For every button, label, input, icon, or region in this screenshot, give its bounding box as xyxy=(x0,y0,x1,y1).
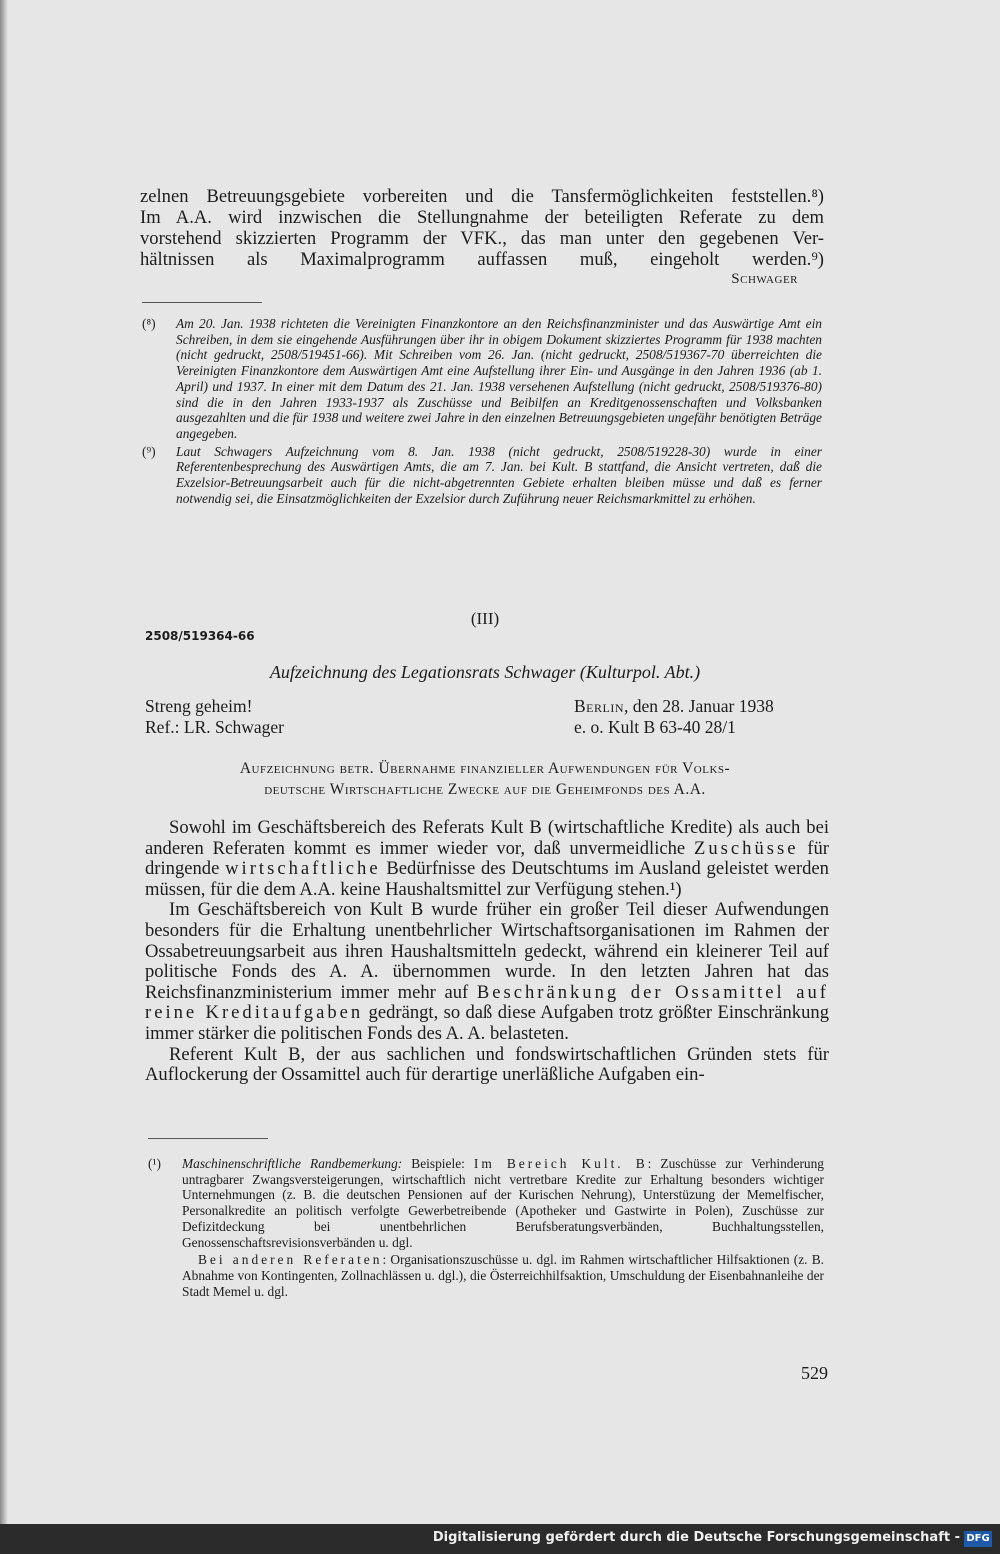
footnote-text xyxy=(182,1156,824,1250)
footnote-text xyxy=(182,1252,824,1299)
text: Beispiele: xyxy=(402,1156,474,1171)
footnotes-top xyxy=(142,316,822,506)
dfg-logo[interactable]: DFG xyxy=(964,1531,992,1547)
paragraph-2 xyxy=(145,900,829,1044)
file-reference: 2508/519364-66 xyxy=(145,629,255,643)
classification: Streng geheim! xyxy=(145,696,253,716)
document-heading: Aufzeichnung des Legationsrats Schwager (Kulturpol. Abt.) xyxy=(269,662,701,682)
file-number: e. o. Kult B 63-40 28/1 xyxy=(574,717,736,737)
footnote-spacer xyxy=(148,1252,182,1299)
subject-line-1: Aufzeichnung betr. Übernahme finanzieller Aufwendungen für Volks- xyxy=(239,760,731,777)
classification-block xyxy=(145,696,445,738)
paragraph-3: Referent Kult B, der aus sachlichen und fondswirtschaftlichen Gründen stets für Auflockerung der Ossamittel auch für derartige unerläßliche Aufgaben ein- xyxy=(145,1043,829,1086)
footnote-8 xyxy=(142,316,822,442)
footnote-divider xyxy=(148,1138,268,1139)
paragraph-1 xyxy=(145,818,829,900)
text: : Zuschüsse zur Verhinderung untragbarer Zwangsversteigerungen, wirtschaftlich nicht vertretbare Kredite zur Erhaltung besonders wichtiger Unternehmungen (z. B. die deutschen Pensionen auf der Kurischen Nehrung), Unterstüzung der Memelfischer, Personalkredite an politisch verfolgte Gewerbetreibende (Apotheker und Gastwirte in Polen), Zuschüsse zur Defizitdeckung bei unentbehrlichen Berufsberatungsverbänden, Buchhaltungsstellen, Genossenschaftsrevisionsverbänden u. dgl. xyxy=(182,1156,824,1250)
footnote-label: Maschinenschriftliche Randbemerkung: xyxy=(182,1156,403,1171)
place: Berlin xyxy=(574,696,624,716)
footnote-1 xyxy=(148,1156,824,1299)
spaced-text: wirtschaftliche xyxy=(225,858,381,880)
footnote-9 xyxy=(142,444,822,507)
text: Sowohl im Geschäftsbereich des Referats Kult B (wirtschaftliche Kredite) als auch bei anderen Referaten kommt es immer wieder vor, daß unvermeidliche xyxy=(145,817,829,859)
text: Bedürfnisse des Deutschtums im Ausland geleistet werden müssen, für die dem A.A. keine Haushaltsmittel zur Verfügung stehen.¹) xyxy=(145,858,829,900)
subject-line-2: deutsche Wirtschaftliche Zwecke auf die Geheimfonds des A.A. xyxy=(264,781,706,798)
date: , den 28. Januar 1938 xyxy=(624,696,774,716)
place-date-block xyxy=(574,696,834,738)
footnote-text: Laut Schwagers Aufzeichnung vom 8. Jan. 1938 (nicht gedruckt, 2508/519228-30) wurde in einer Referentenbesprechung des Auswärtigen Amts, die am 7. Jan. bei Kult. B stattfand, die Ansicht vertreten, daß die Exzelsior-Betreuungsarbeit auch für die nicht-abgetrennten Gebiete erhalten bleiben müsse und daß es ferner notwendig sei, die Einsatzmöglichkeiten der Exzelsior durch Zuführung neuer Reichsmarkmittel zu erhöhen. xyxy=(176,443,822,506)
place-date xyxy=(574,696,834,717)
page-edge-shadow xyxy=(0,0,8,1524)
document-number: (III) xyxy=(470,609,500,628)
spaced-text: Beschränkung der Ossamittel auf reine Kreditaufgaben xyxy=(145,981,829,1024)
text-line: vorstehend skizzierten Programm der VFK., das man unter den gegebenen Ver- xyxy=(140,228,824,249)
subject-line xyxy=(140,758,830,800)
footnote-text: Am 20. Jan. 1938 richteten die Vereinigten Finanzkontore an den Reichsfinanzminister und das Auswärtige Amt ein Schreiben, in dem sie eingehende Ausführungen über ihr in obigem Dokument skizziertes Programm für 1938 machten (nicht gedruckt, 2508/519451-66). Mit Schreiben vom 26. Jan. (nicht gedruckt, 2508/519367-70 überreichten die Vereinigten Finanzkontore dem Auswärtigen Amt eine Aufstellung ihrer Ein- und Ausgänge in den Jahren 1936 (ab 1. April) und 1937. In einer mit dem Datum des 21. Jan. 1938 versehenen Aufstellung (nicht gedruckt, 2508/519376-80) sind die in den Jahren 1933-1937 als Zuschüsse und Beibilfen an Kreditgenossenschaften und Volksbanken ausgezahlten und die für 1938 und weitere zwei Jahre in den einzelnen Betreuungsgebieten ungefähr benötigten Beträge angegeben. xyxy=(176,316,822,441)
footnote-divider xyxy=(142,302,262,303)
spaced-text: Bei anderen Referaten xyxy=(198,1252,383,1268)
text: gedrängt, so daß diese Aufgaben trotz größter Einschränkung immer stärker die politischen Fonds des A. A. belasteten. xyxy=(145,1002,829,1044)
footnote-row xyxy=(148,1252,824,1299)
signature: Schwager xyxy=(731,271,798,287)
footer-bar xyxy=(0,1524,1000,1554)
referent: Ref.: LR. Schwager xyxy=(145,717,284,737)
footer-text: Digitalisierung gefördert durch die Deutsche Forschungsgemeinschaft - xyxy=(432,1530,960,1545)
body-text xyxy=(145,818,829,1086)
footnote-marker: (⁸) xyxy=(142,316,156,331)
text-line: Im A.A. wird inzwischen die Stellungnahme der beteiligten Referate zu dem xyxy=(140,207,824,228)
text: : Organisationszuschüsse u. dgl. im Rahmen wirtschaftlicher Hilfsaktionen (z. B. Abnahme von Kontingenten, Zollnachlässen u. dgl.), die Österreichhilfsaktion, Umschuldung der Eisenbahnanleihe der Stadt Memel u. dgl. xyxy=(182,1252,824,1299)
spaced-text: Zuschüsse xyxy=(694,837,799,859)
footnote-marker: (⁹) xyxy=(142,443,156,459)
spaced-text: Im Bereich Kult. B xyxy=(473,1156,648,1171)
top-paragraph xyxy=(140,186,824,270)
text: für dringende xyxy=(145,837,829,880)
text-line: zelnen Betreuungsgebiete vorbereiten und die Tansfermöglichkeiten feststellen.⁸) xyxy=(140,186,824,207)
page-number: 529 xyxy=(801,1363,828,1383)
text: Im Geschäftsbereich von Kult B wurde früher ein großer Teil dieser Aufwendungen besonders für die Erhaltung unentbehrlicher Wirtschaftsorganisationen im Rahmen der Ossabetreuungsarbeit aus ihren Haushaltsmitteln gedeckt, während ein kleinerer Teil auf politische Fonds des A. A. übernommen wurde. In den letzten Jahren hat das Reichsfinanzministerium immer mehr auf xyxy=(145,899,829,1003)
footnote-marker: (¹) xyxy=(148,1156,161,1171)
text-line: hältnissen als Maximalprogramm auffassen muß, eingeholt werden.⁹) xyxy=(140,249,824,270)
footnote-row xyxy=(148,1156,824,1250)
